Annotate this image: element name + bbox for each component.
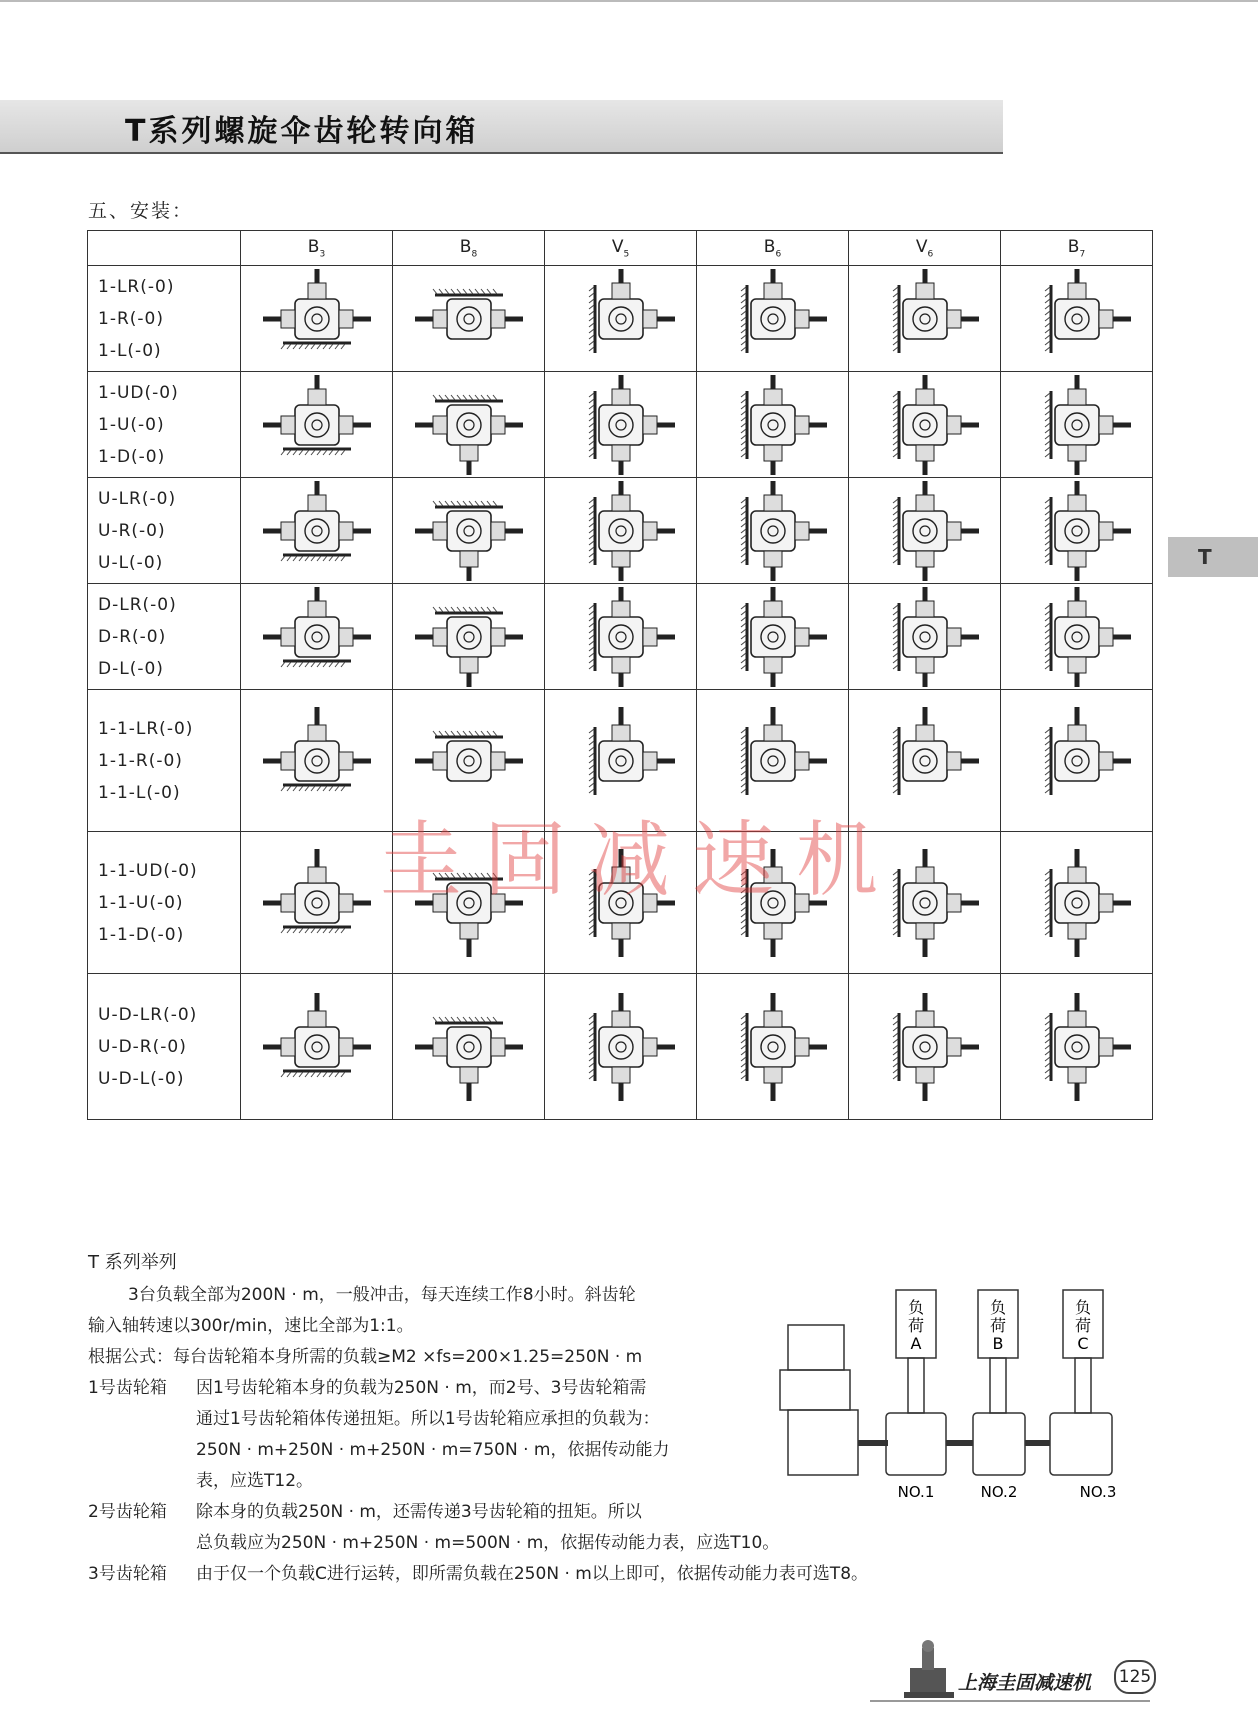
mounting-illustration-cell	[545, 832, 697, 974]
load-a-shaft	[908, 1358, 924, 1413]
example-body	[88, 1280, 869, 1590]
mounting-code: 1-1-LR(-0)	[98, 718, 194, 739]
load-a-char: 荷	[907, 1316, 925, 1335]
gearbox1-label: 1号齿轮箱	[88, 1378, 167, 1398]
mounting-illustration-cell	[393, 832, 545, 974]
gearbox3-label: 3号齿轮箱	[88, 1564, 167, 1584]
load-c-char: 荷	[1074, 1316, 1092, 1335]
gearbox-mounting-drawing	[243, 269, 391, 369]
mounting-illustration-cell	[393, 584, 545, 690]
load-a-char: 负	[907, 1298, 925, 1317]
mounting-code: 1-LR(-0)	[98, 276, 175, 297]
load-b-shaft	[990, 1358, 1006, 1413]
gearbox1-line: 250N · m+250N · m+250N · m=750N · m，依据传动能力	[196, 1440, 670, 1460]
mounting-code: 1-UD(-0)	[98, 382, 179, 403]
mounting-code: D-LR(-0)	[98, 594, 177, 615]
mounting-illustration-cell	[849, 832, 1001, 974]
gearbox-mounting-drawing	[699, 375, 847, 475]
gearbox-mounting-drawing	[243, 977, 391, 1117]
example-title: T 系列举列	[88, 1252, 177, 1273]
mounting-code: U-D-R(-0)	[98, 1036, 187, 1057]
gearbox-mounting-drawing	[243, 693, 391, 829]
gearbox-mounting-drawing	[851, 269, 999, 369]
mounting-code: 1-1-D(-0)	[98, 924, 185, 945]
gearbox-mounting-drawing	[1003, 693, 1151, 829]
mounting-illustration-cell	[393, 266, 545, 372]
load-a-char: A	[910, 1334, 922, 1353]
motor-body	[780, 1370, 850, 1410]
mounting-illustration-cell	[849, 690, 1001, 832]
mounting-code-cell	[88, 266, 241, 372]
watermark: 圭固减速机	[380, 813, 901, 908]
gearbox-mounting-drawing	[547, 481, 695, 581]
column-header: $B_3$	[241, 231, 393, 266]
example-line: 输入轴转速以300r/min，速比全部为1:1。	[88, 1316, 414, 1336]
table-row	[88, 372, 1153, 478]
gearbox-mounting-drawing	[395, 481, 543, 581]
mounting-illustration-cell	[393, 478, 545, 584]
mounting-illustration-cell	[241, 690, 393, 832]
mounting-illustration-cell	[393, 690, 545, 832]
top-rule	[0, 0, 1258, 2]
motor-gearbox	[788, 1410, 858, 1475]
table-row	[88, 266, 1153, 372]
mounting-illustration-cell	[545, 690, 697, 832]
gearbox-mounting-drawing	[851, 835, 999, 971]
mounting-illustration-cell	[1001, 974, 1153, 1120]
mounting-code: 1-1-UD(-0)	[98, 860, 198, 881]
gearbox-mounting-drawing	[699, 481, 847, 581]
mounting-code-cell	[88, 974, 241, 1120]
column-header: $B_7$	[1001, 231, 1153, 266]
gearbox2-label: 2号齿轮箱	[88, 1502, 167, 1522]
gearbox-mounting-drawing	[851, 693, 999, 829]
header-corner	[88, 231, 241, 266]
mounting-code: U-LR(-0)	[98, 488, 177, 509]
mounting-illustration-cell	[1001, 266, 1153, 372]
gearbox-no3	[1050, 1413, 1112, 1475]
column-header: $V_6$	[849, 231, 1001, 266]
mounting-code: U-D-L(-0)	[98, 1068, 185, 1089]
side-tab: T	[1168, 537, 1258, 577]
gearbox-no1	[886, 1413, 946, 1475]
mounting-illustration-cell	[1001, 372, 1153, 478]
mounting-illustration-cell	[241, 478, 393, 584]
column-header: $V_5$	[545, 231, 697, 266]
mounting-illustration-cell	[849, 584, 1001, 690]
mounting-illustration-cell	[393, 372, 545, 478]
gearbox-mounting-drawing	[395, 835, 543, 971]
motor-top	[788, 1325, 844, 1370]
page-title: T系列螺旋伞齿轮转向箱	[125, 114, 479, 149]
gearbox-mounting-drawing	[1003, 587, 1151, 687]
mounting-illustration-cell	[697, 832, 849, 974]
table-row	[88, 584, 1153, 690]
mounting-code: U-D-LR(-0)	[98, 1004, 198, 1025]
gearbox-mounting-drawing	[1003, 977, 1151, 1117]
gearbox-mounting-drawing	[699, 835, 847, 971]
mounting-illustration-cell	[1001, 478, 1153, 584]
mounting-illustration-cell	[697, 478, 849, 584]
gearbox-mounting-drawing	[243, 481, 391, 581]
gearbox-mounting-drawing	[243, 587, 391, 687]
gearbox-mounting-drawing	[851, 587, 999, 687]
mounting-code: 1-1-L(-0)	[98, 782, 181, 803]
gearbox-mounting-drawing	[851, 977, 999, 1117]
gearbox-mounting-drawing	[395, 977, 543, 1117]
mounting-illustration-cell	[1001, 832, 1153, 974]
gearbox1-paragraph	[88, 1373, 788, 1404]
gearbox-mounting-drawing	[547, 269, 695, 369]
mounting-illustration-cell	[697, 584, 849, 690]
column-header: $B_8$	[393, 231, 545, 266]
mounting-illustration-cell	[849, 372, 1001, 478]
gearbox2-paragraph	[88, 1497, 788, 1528]
mounting-code: 1-L(-0)	[98, 340, 162, 361]
installation-table	[87, 230, 1153, 1120]
load-b-char: 荷	[989, 1316, 1007, 1335]
gearbox-mounting-drawing	[243, 375, 391, 475]
mounting-illustration-cell	[849, 974, 1001, 1120]
mounting-code-cell	[88, 478, 241, 584]
section-title: 五、安装：	[88, 200, 194, 222]
load-c-shaft	[1075, 1358, 1091, 1413]
mounting-code: 1-1-U(-0)	[98, 892, 184, 913]
mounting-illustration-cell	[1001, 584, 1153, 690]
mounting-illustration-cell	[1001, 690, 1153, 832]
table-row	[88, 974, 1153, 1120]
mounting-illustration-cell	[545, 974, 697, 1120]
mounting-code-cell	[88, 832, 241, 974]
load-c-char: C	[1077, 1334, 1089, 1353]
gearbox-mounting-drawing	[699, 587, 847, 687]
table-row	[88, 832, 1153, 974]
gearbox-mounting-drawing	[547, 693, 695, 829]
mounting-illustration-cell	[545, 584, 697, 690]
load-c-char: 负	[1074, 1298, 1092, 1317]
mounting-illustration-cell	[849, 478, 1001, 584]
mounting-illustration-cell	[697, 266, 849, 372]
gearbox-mounting-drawing	[547, 835, 695, 971]
gearbox-mounting-drawing	[547, 977, 695, 1117]
table-row	[88, 478, 1153, 584]
gearbox-mounting-drawing	[1003, 375, 1151, 475]
mounting-code-cell	[88, 690, 241, 832]
gearbox-mounting-drawing	[851, 481, 999, 581]
gearbox3-paragraph	[88, 1559, 869, 1590]
gearbox-no2-label: NO.2	[980, 1483, 1018, 1501]
load-b-char: 负	[989, 1298, 1007, 1317]
page-number: 125	[1114, 1660, 1156, 1694]
mounting-code: 1-R(-0)	[98, 308, 164, 329]
example-line: 3台负载全部为200N · m，一般冲击，每天连续工作8小时。斜齿轮	[128, 1285, 636, 1305]
mounting-code: U-L(-0)	[98, 552, 164, 573]
gearbox2-line: 总负载应为250N · m+250N · m=500N · m，依据传动能力表，应选T10。	[196, 1533, 780, 1553]
company-logo	[900, 1638, 960, 1700]
gearbox-mounting-drawing	[1003, 481, 1151, 581]
table-row	[88, 690, 1153, 832]
mounting-illustration-cell	[697, 974, 849, 1120]
gearbox-mounting-drawing	[699, 977, 847, 1117]
gearbox-no3-label: NO.3	[1079, 1483, 1117, 1501]
mounting-code: D-R(-0)	[98, 626, 167, 647]
gearbox-mounting-drawing	[851, 375, 999, 475]
mounting-illustration-cell	[545, 478, 697, 584]
gearbox1-line: 通过1号齿轮箱体传递扭矩。所以1号齿轮箱应承担的负载为：	[196, 1409, 660, 1429]
mounting-illustration-cell	[241, 372, 393, 478]
gearbox-mounting-drawing	[1003, 835, 1151, 971]
mounting-illustration-cell	[241, 832, 393, 974]
gearbox-mounting-drawing	[395, 587, 543, 687]
gearbox-no1-label: NO.1	[897, 1483, 935, 1501]
mounting-code: 1-D(-0)	[98, 446, 166, 467]
gearbox-mounting-drawing	[395, 269, 543, 369]
gearbox-no2	[973, 1413, 1025, 1475]
gearbox-mounting-drawing	[699, 269, 847, 369]
load-b-char: B	[992, 1334, 1004, 1353]
mounting-illustration-cell	[241, 584, 393, 690]
gearbox1-line: 因1号齿轮箱本身的负载为250N · m，而2号、3号齿轮箱需	[196, 1378, 647, 1398]
mounting-code: 1-U(-0)	[98, 414, 165, 435]
mounting-code: 1-1-R(-0)	[98, 750, 183, 771]
gearbox-mounting-drawing	[699, 693, 847, 829]
mounting-code-cell	[88, 372, 241, 478]
footer-brand: 上海圭固减速机	[958, 1672, 1092, 1694]
mounting-illustration-cell	[697, 372, 849, 478]
mounting-code-cell	[88, 584, 241, 690]
mounting-illustration-cell	[545, 266, 697, 372]
gearbox-mounting-drawing	[547, 587, 695, 687]
gearbox3-line: 由于仅一个负载C进行运转，即所需负载在250N · m以上即可，依据传动能力表可选T8。	[196, 1564, 869, 1584]
gearbox-mounting-drawing	[243, 835, 391, 971]
gearbox-mounting-drawing	[395, 693, 543, 829]
mounting-illustration-cell	[241, 266, 393, 372]
gearbox1-line: 表，应选T12。	[196, 1471, 314, 1491]
mounting-illustration-cell	[545, 372, 697, 478]
gearbox-mounting-drawing	[1003, 269, 1151, 369]
header-rule	[0, 152, 1003, 154]
mounting-code: U-R(-0)	[98, 520, 166, 541]
table-header-row	[88, 231, 1153, 266]
gearbox-mounting-drawing	[395, 375, 543, 475]
column-header: $B_6$	[697, 231, 849, 266]
drive-diagram	[778, 1275, 1133, 1515]
gearbox-mounting-drawing	[547, 375, 695, 475]
gearbox2-line: 除本身的负载250N · m，还需传递3号齿轮箱的扭矩。所以	[196, 1502, 642, 1522]
mounting-illustration-cell	[849, 266, 1001, 372]
mounting-illustration-cell	[697, 690, 849, 832]
footer-rule	[870, 1700, 1150, 1702]
mounting-illustration-cell	[241, 974, 393, 1120]
mounting-code: D-L(-0)	[98, 658, 164, 679]
example-line: 根据公式：每台齿轮箱本身所需的负载≥M2 ×fs=200×1.25=250N · m	[88, 1347, 643, 1367]
mounting-illustration-cell	[393, 974, 545, 1120]
